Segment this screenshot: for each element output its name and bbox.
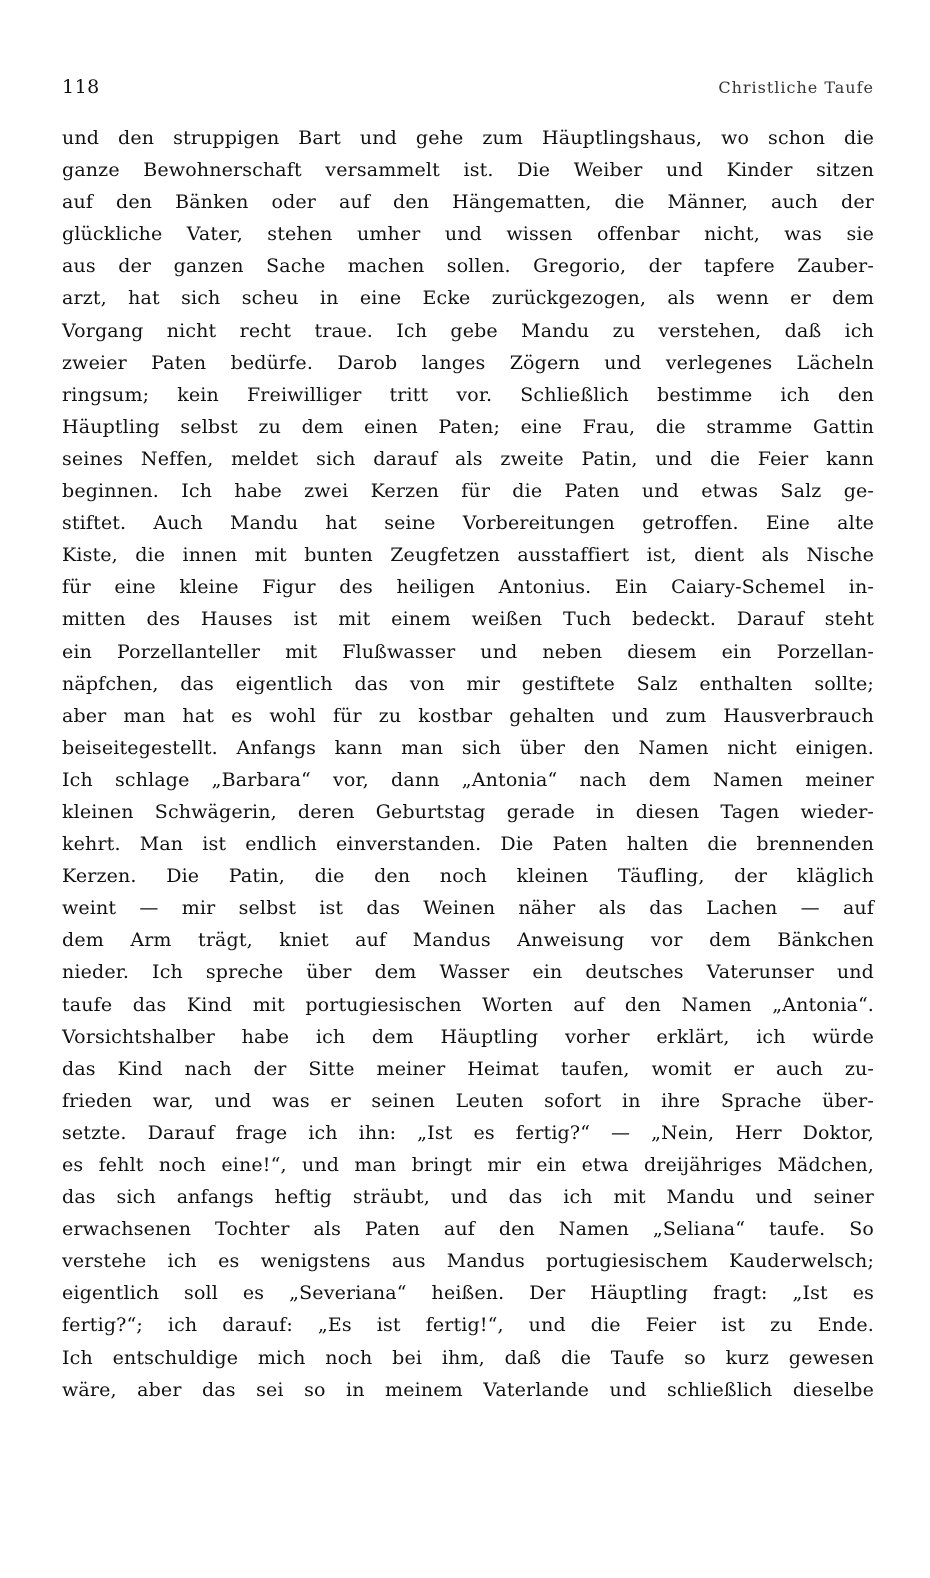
text-line: es fehlt noch eine!“, und man bringt mir ein etwa dreijähriges Mädchen, — [62, 1154, 874, 1176]
text-line: mitten des Hauses ist mit einem weißen Tuch bedeckt. Darauf steht — [62, 608, 874, 631]
text-line: verstehe ich es wenigstens aus Mandus portugiesischem Kauderwelsch; — [62, 1250, 874, 1273]
text-line: Kiste, die innen mit bunten Zeugfetzen ausstaffiert ist, dient als Nische — [62, 544, 874, 567]
text-line: seines Neffen, meldet sich darauf als zweite Patin, und die Feier kann — [62, 447, 874, 470]
text-line: eigentlich soll es „Severiana“ heißen. Der Häuptling fragt: „Ist es — [62, 1282, 874, 1305]
text-line: Kerzen. Die Patin, die den noch kleinen Täufling, der kläglich — [62, 865, 874, 888]
text-line: Häuptling selbst zu dem einen Paten; eine Frau, die stramme Gattin — [62, 415, 874, 438]
text-line: erwachsenen Tochter als Paten auf den Namen „Seliana“ taufe. So — [62, 1218, 874, 1241]
text-line: stiftet. Auch Mandu hat seine Vorbereitungen getroffen. Eine alte — [62, 512, 874, 535]
text-line: auf den Bänken oder auf den Hängematten, die Männer, auch der — [62, 191, 874, 214]
text-line: ein Porzellanteller mit Flußwasser und neben diesem ein Porzellan- — [62, 640, 874, 663]
text-line: aus der ganzen Sache machen sollen. Gregorio, der tapfere Zauber- — [62, 255, 874, 278]
body-text — [62, 122, 874, 1406]
text-line: taufe das Kind mit portugiesischen Worten auf den Namen „Antonia“. — [62, 993, 874, 1016]
text-line: beginnen. Ich habe zwei Kerzen für die Paten und etwas Salz ge- — [62, 480, 874, 503]
text-line: Vorsichtshalber habe ich dem Häuptling vorher erklärt, ich würde — [62, 1025, 874, 1048]
text-line: ganze Bewohnerschaft versammelt ist. Die Weiber und Kinder sitzen — [62, 159, 874, 182]
text-line: das Kind nach der Sitte meiner Heimat taufen, womit er auch zu- — [62, 1057, 874, 1080]
text-line: frieden war, und was er seinen Leuten sofort in ihre Sprache über- — [62, 1089, 874, 1112]
text-line: Ich entschuldige mich noch bei ihm, daß die Taufe so kurz gewesen — [62, 1346, 874, 1369]
text-line: beiseitegestellt. Anfangs kann man sich über den Namen nicht einigen. — [62, 736, 874, 759]
text-line: wäre, aber das sei so in meinem Vaterlande und schließlich dieselbe — [62, 1378, 874, 1401]
text-line: setzte. Darauf frage ich ihn: „Ist es fertig?“ — „Nein, Herr Doktor, — [62, 1121, 874, 1144]
text-line: aber man hat es wohl für zu kostbar gehalten und zum Hausverbrauch — [62, 704, 874, 727]
text-line: fertig?“; ich darauf: „Es ist fertig!“, und die Feier ist zu Ende. — [62, 1314, 874, 1337]
text-line: kleinen Schwägerin, deren Geburtstag gerade in diesen Tagen wieder- — [62, 800, 874, 823]
text-line: glückliche Vater, stehen umher und wissen offenbar nicht, was sie — [62, 223, 874, 246]
text-line: ringsum; kein Freiwilliger tritt vor. Schließlich bestimme ich den — [62, 383, 874, 406]
text-line: Vorgang nicht recht traue. Ich gebe Mandu zu verstehen, daß ich — [62, 319, 874, 342]
text-line: näpfchen, das eigentlich das von mir gestiftete Salz enthalten sollte; — [62, 672, 874, 695]
text-line: für eine kleine Figur des heiligen Antonius. Ein Caiary-Schemel in- — [62, 576, 874, 599]
page-header — [62, 76, 874, 100]
text-line: Ich schlage „Barbara“ vor, dann „Antonia“ nach dem Namen meiner — [62, 768, 874, 791]
text-line: das sich anfangs heftig sträubt, und das ich mit Mandu und seiner — [62, 1186, 874, 1209]
text-line: und den struppigen Bart und gehe zum Häuptlingshaus, wo schon die — [62, 127, 874, 149]
text-line: zweier Paten bedürfe. Darob langes Zögern und verlegenes Lächeln — [62, 351, 874, 374]
text-line: kehrt. Man ist endlich einverstanden. Die Paten halten die brennenden — [62, 833, 874, 856]
running-head: Christliche Taufe — [718, 78, 874, 97]
text-line: nieder. Ich spreche über dem Wasser ein deutsches Vaterunser und — [62, 961, 874, 984]
page-number: 118 — [62, 76, 100, 98]
text-line: weint — mir selbst ist das Weinen näher als das Lachen — auf — [62, 897, 874, 920]
text-line: dem Arm trägt, kniet auf Mandus Anweisung vor dem Bänkchen — [62, 929, 874, 952]
text-line: arzt, hat sich scheu in eine Ecke zurückgezogen, als wenn er dem — [62, 287, 874, 310]
